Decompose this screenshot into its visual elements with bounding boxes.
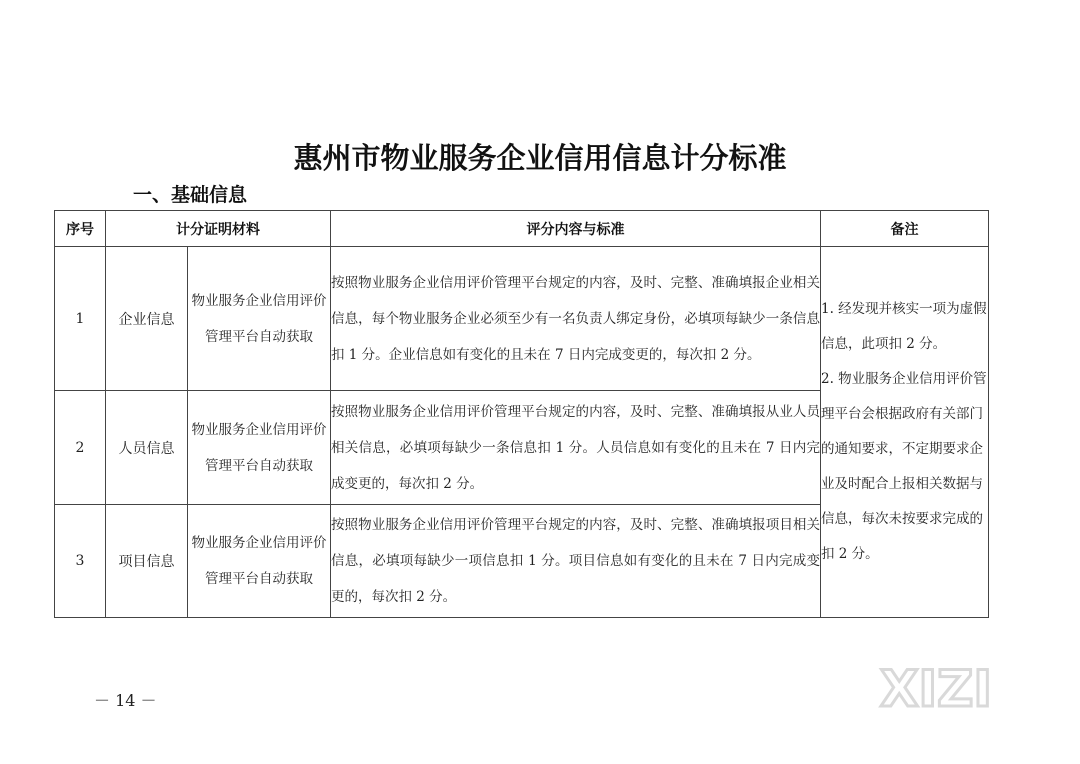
row-item: 企业信息 xyxy=(106,247,188,391)
table-header-row xyxy=(55,211,989,247)
header-criteria: 评分内容与标准 xyxy=(331,211,821,247)
header-material: 计分证明材料 xyxy=(106,211,331,247)
row-source: 物业服务企业信用评价管理平台自动获取 xyxy=(188,391,331,505)
row-criteria: 按照物业服务企业信用评价管理平台规定的内容，及时、完整、准确填报从业人员相关信息，必填项每缺少一条信息扣 1 分。人员信息如有变化的且未在 7 日内完成变更的，每次扣 2 分。 xyxy=(331,391,821,505)
header-seq: 序号 xyxy=(55,211,106,247)
row-criteria: 按照物业服务企业信用评价管理平台规定的内容，及时、完整、准确填报企业相关信息，每个物业服务企业必须至少有一名负责人绑定身份，必填项每缺少一条信息扣 1 分。企业信息如有变化的且未在 7 日内完成变更的，每次扣 2 分。 xyxy=(331,247,821,391)
row-item: 人员信息 xyxy=(106,391,188,505)
row-criteria: 按照物业服务企业信用评价管理平台规定的内容，及时、完整、准确填报项目相关信息，必填项每缺少一项信息扣 1 分。项目信息如有变化的且未在 7 日内完成变更的，每次扣 2 分。 xyxy=(331,505,821,618)
table-row xyxy=(55,247,989,391)
page-number: － 14 － xyxy=(94,691,157,710)
row-seq: 1 xyxy=(55,247,106,391)
header-remarks: 备注 xyxy=(821,211,989,247)
scoring-table xyxy=(54,210,989,618)
remarks-cell: 1. 经发现并核实一项为虚假信息，此项扣 2 分。 2. 物业服务企业信用评价管理平台会根据政府有关部门的通知要求，不定期要求企业及时配合上报相关数据与信息，每次未按要求完成的扣 2 分。 xyxy=(821,247,989,618)
document-title: 惠州市物业服务企业信用信息计分标准 xyxy=(293,141,787,175)
row-source: 物业服务企业信用评价管理平台自动获取 xyxy=(188,505,331,618)
watermark-text: XIZI xyxy=(879,660,993,716)
row-item: 项目信息 xyxy=(106,505,188,618)
row-seq: 2 xyxy=(55,391,106,505)
section-heading: 一、基础信息 xyxy=(133,184,248,206)
row-source: 物业服务企业信用评价管理平台自动获取 xyxy=(188,247,331,391)
row-seq: 3 xyxy=(55,505,106,618)
watermark-logo xyxy=(866,660,1006,716)
